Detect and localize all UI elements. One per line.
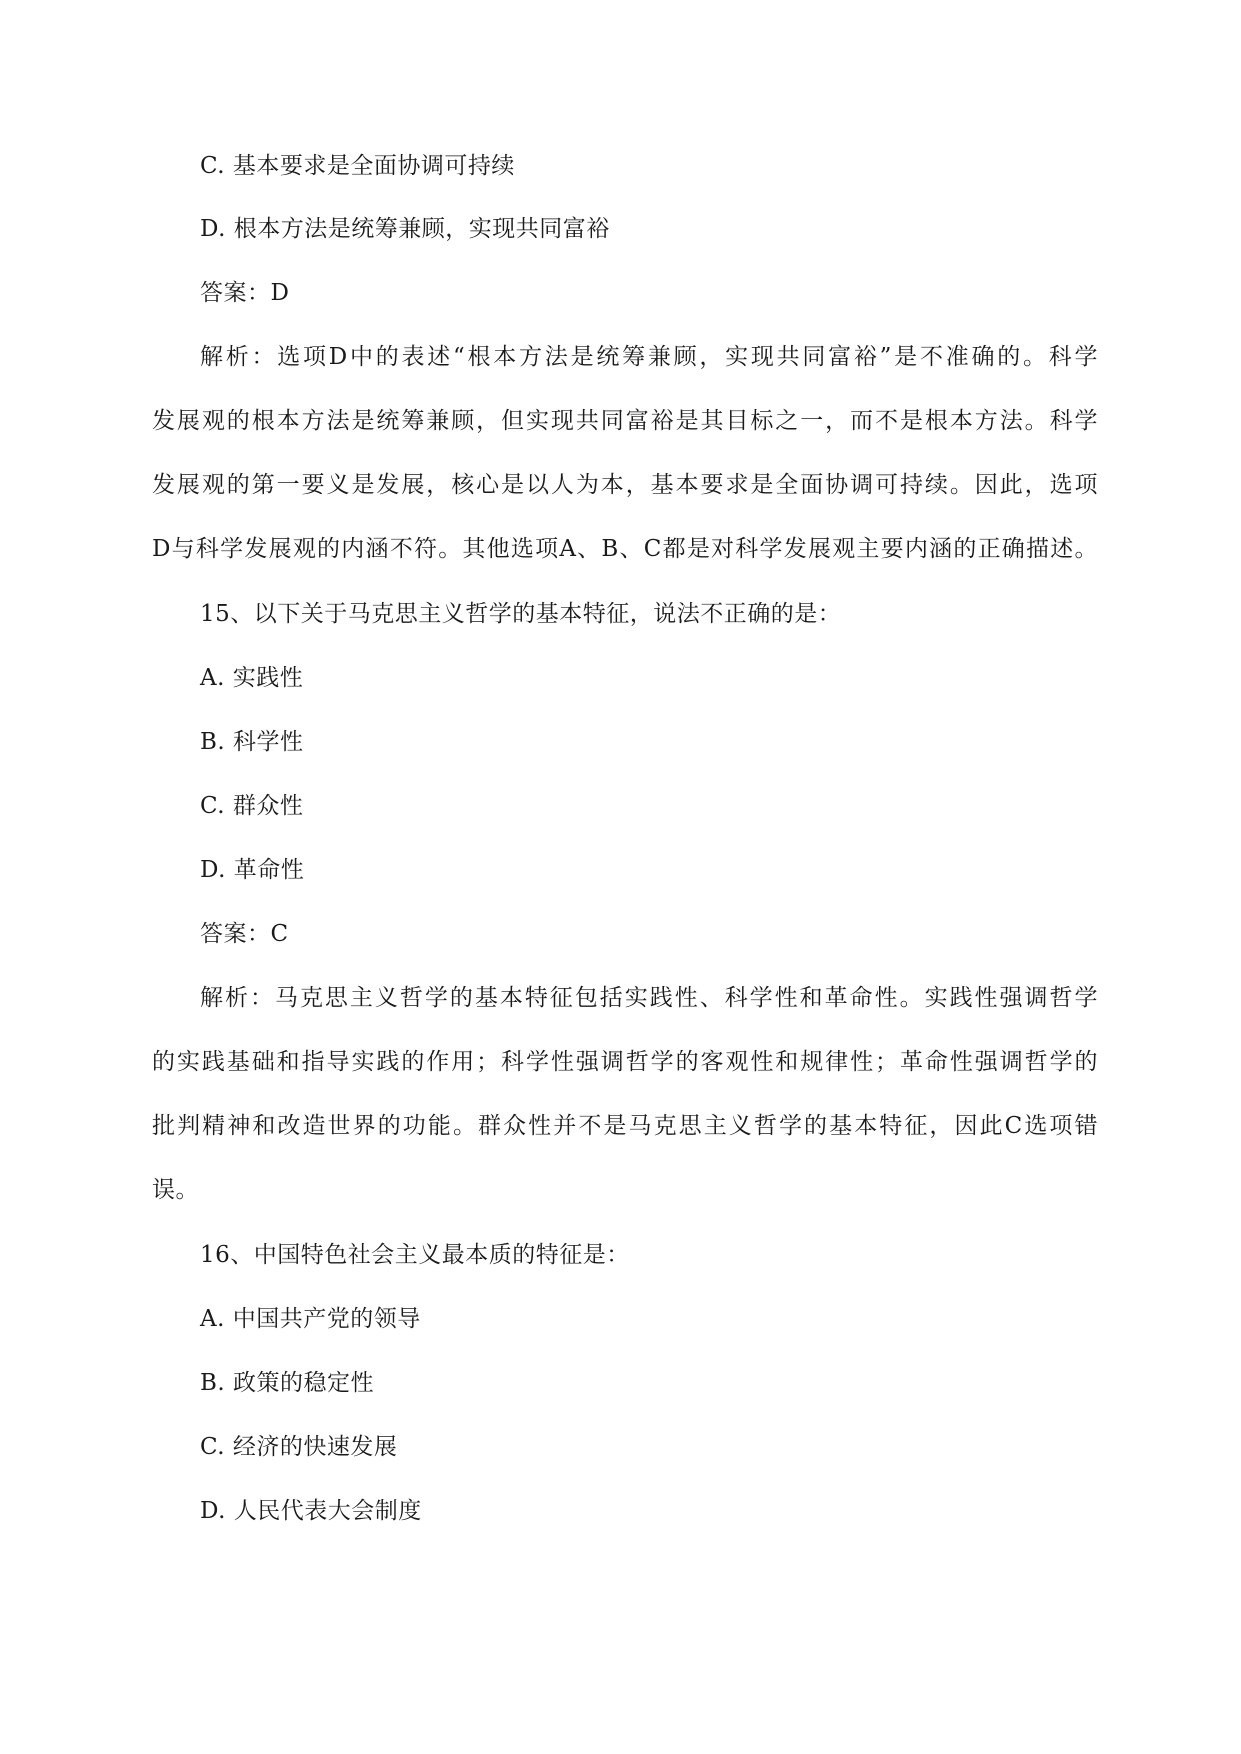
q14-analysis-line: 发展观的第一要义是发展，核心是以人为本，基本要求是全面协调可持续。因此，选项 (152, 472, 1098, 498)
q14-analysis-line: 发展观的根本方法是统筹兼顾，但实现共同富裕是其目标之一，而不是根本方法。科学 (152, 408, 1098, 434)
q15-analysis-line: 误。 (152, 1177, 199, 1203)
q16-question: 16、中国特色社会主义最本质的特征是： (200, 1242, 630, 1268)
q14-option-c: C. 基本要求是全面协调可持续 (200, 153, 515, 179)
q15-question: 15、以下关于马克思主义哲学的基本特征，说法不正确的是： (200, 601, 842, 627)
q15-option-d: D. 革命性 (200, 857, 305, 883)
q14-option-d: D. 根本方法是统筹兼顾，实现共同富裕 (200, 216, 610, 242)
q14-answer: 答案：D (200, 280, 290, 306)
q15-analysis-line: 的实践基础和指导实践的作用；科学性强调哲学的客观性和规律性；革命性强调哲学的 (152, 1049, 1098, 1075)
q15-option-a: A. 实践性 (200, 665, 304, 691)
q16-option-b: B. 政策的稳定性 (200, 1370, 375, 1396)
q16-option-a: A. 中国共产党的领导 (200, 1306, 421, 1332)
q14-analysis-line: 解析：选项D中的表述“根本方法是统筹兼顾，实现共同富裕”是不准确的。科学 (200, 344, 1098, 370)
q15-answer: 答案：C (200, 921, 289, 947)
q15-analysis-line: 解析：马克思主义哲学的基本特征包括实践性、科学性和革命性。实践性强调哲学 (200, 985, 1098, 1011)
q15-analysis-line: 批判精神和改造世界的功能。群众性并不是马克思主义哲学的基本特征，因此C选项错 (152, 1113, 1098, 1139)
q16-option-d: D. 人民代表大会制度 (200, 1498, 422, 1524)
q16-option-c: C. 经济的快速发展 (200, 1434, 398, 1460)
q15-option-c: C. 群众性 (200, 793, 304, 819)
q14-analysis-line: D与科学发展观的内涵不符。其他选项A、B、C都是对科学发展观主要内涵的正确描述。 (152, 536, 1098, 562)
q15-option-b: B. 科学性 (200, 729, 304, 755)
